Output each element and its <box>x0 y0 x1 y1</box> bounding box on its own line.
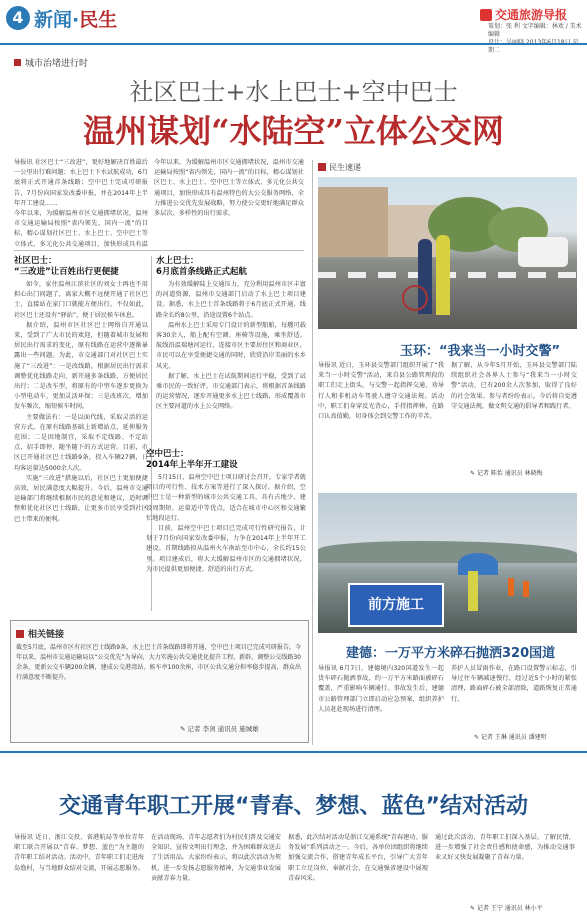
credit-text: 记者 李剑 通讯员 施城雄 <box>187 725 259 733</box>
related-links-title-text: 相关链接 <box>28 630 65 640</box>
building <box>318 187 388 257</box>
water-bus-heading: 水上巴士： <box>156 256 199 266</box>
air-para-2: 目前，温州空中巴士项目已完成可行性研究报告，计划于7月份向国家发改委申报，力争在2014年上半年开工建设。首期线路拟从温州火车南站至市中心，全长约15公里。项目建成后，将大大缓解温州市区的交通拥堵状况，为市民提供更加便捷、舒适的出行方式。 <box>146 525 306 573</box>
water-para-3: 据了解，水上巴士在试航期间运行平稳，受到了试乘市民的一致好评。市交通部门表示，将根据首条线路的运营情况，逐步开通更多水上巴士线路，形成覆盖市区主要河道的水上公交网络。 <box>156 372 306 411</box>
header-meta <box>488 23 584 55</box>
page-header <box>0 0 587 54</box>
column-label-text: 城市治堵进行时 <box>25 59 89 69</box>
air-bus-heading: 空中巴士： <box>146 449 189 459</box>
pen-icon: ✎ <box>470 470 476 477</box>
label-square-icon <box>14 59 21 66</box>
bottom-credit-text: 记者 王宁 通讯员 林小平 <box>476 905 543 912</box>
section-dot: · <box>72 9 80 31</box>
photo-road-construction <box>318 493 577 633</box>
intro-col-2 <box>154 158 304 248</box>
bottom-col-2: 在活动现场，青年志愿者们为村民们普及交通安全知识、宣传文明出行理念，并为困难群众送去了生活用品。大家纷纷表示，将以此次活动为契机，进一步发扬志愿服务精神，为交通事业发展贡献青春力量。 <box>151 834 281 882</box>
meta-line-2: 期二 <box>488 47 501 54</box>
column-label <box>14 56 88 69</box>
main-headline: 温州谋划“水陆空”立体公交网 <box>83 112 504 150</box>
construction-sign <box>348 583 444 627</box>
jiande-credit <box>474 732 547 741</box>
community-para-2: 据介绍，温州市区社区巴士网络自开通以来，受到了广大市民的欢迎，但随着城市发展和居民出行需求的变化，原有线路在运营中逐渐暴露出一些问题。为此，市交通部门对社区巴士实施了“三改进”：一是改线路，根据居民出行需求调整优化线路走向，新开通多条线路，方便居民出行；二是改车型，将原有的中型车逐步更换为小型电动车，更加灵活环保；三是改班次，增加发车频次，缩短候车时间。 <box>14 321 148 411</box>
traffic-cone <box>523 581 529 597</box>
bottom-headline: 交通青年职工开展“青春、梦想、蓝色”结对活动 <box>59 794 528 819</box>
pen-icon: ✎ <box>180 725 186 733</box>
community-bus-heading: 社区巴士： <box>14 256 57 266</box>
bicycle-wheel <box>402 285 428 311</box>
yuhuan-credit-text: 记者 陈怡 通讯员 林晓梅 <box>476 470 543 477</box>
person-reflective-vest <box>436 235 450 315</box>
photo-traffic-police <box>318 177 577 329</box>
community-para-4: 实施“三改进”措施以后，社区巴士更加便捷高效，居民满意度大幅提升。今后，温州市交通运输部门将继续根据市民的意见和建议，适时调整和优化社区巴士线路，让更多市民享受到社区巴士带来的便利。 <box>14 474 148 523</box>
bottom-col-4: 通过此次活动，青年职工们深入基层、了解民情，进一步增强了社会责任感和使命感，为推动交通事业又好又快发展凝聚了青春力量。 <box>435 834 575 862</box>
page-number: 4 <box>6 6 30 30</box>
bottom-col-3: 据悉，此次结对活动是浙江交通系统“青春建功、服务发展”系列活动之一。今后，各单位团组织将继续加强交流合作，搭建青年成长平台，引导广大青年职工立足岗位、奉献社会，在交通强省建设中展现青春风采。 <box>288 834 428 882</box>
bottom-col-1: 导报讯 近日，浙江交投、省港航局等单位青年职工联合开展以“青春、梦想、蓝色”为主题的青年职工结对活动。活动中，青年职工们走进海岛渔村，与当地群众结对交流，开展志愿服务。 <box>14 834 144 872</box>
meta-line-1: 策划：张 利 文字编辑：林欢 / 美术编辑 <box>488 23 582 38</box>
section-title <box>34 5 117 32</box>
intro-paragraph-2a: 今年以来，为缓解温州市区交通拥堵状况，温州市交通运输局按照“省内领先、国内一流”的目标，精心谋划社区巴士、水上巴士、空中巴士等立体式、多元化公共交通项目，加快形成具有温 <box>14 210 148 248</box>
section-subname: 民生 <box>79 9 118 31</box>
bottom-rule <box>0 751 587 753</box>
pen-icon: ✎ <box>474 734 480 741</box>
minsheng-label-text: 民生速递 <box>329 163 361 172</box>
water-bus-section <box>156 256 306 444</box>
worker <box>468 571 478 611</box>
community-bus-section <box>14 256 148 615</box>
hills <box>318 541 577 563</box>
section-name: 新闻 <box>34 9 73 31</box>
umbrella <box>458 553 498 575</box>
water-bus-subheading: 6月底首条线路正式起航 <box>156 267 247 277</box>
intro-col-1 <box>14 158 148 248</box>
related-links-body: 截至5月底，温州市区有社区巴士线路9条，水上巴士首条线路即将开通，空中巴士项目已完成可研报告。今年以来，温州市交通运输局以“公交优先”为导向，大力实施公共交通优化提升工程，新辟、调整公交线路30余条，更新公交车辆200余辆，建成公交港湾站、候车亭100余座，市区公共交通分担率稳步提高，群众出行满意度不断提升。 <box>16 644 301 681</box>
yuhuan-col-1: 导报讯 近日，玉环县交警部门组织开展了“我来当一小时交警”活动，来自县公路管理段的职工们走上街头，与交警一起指挥交通、劝导行人和非机动车驾驶人遵守交通法规。活动中，职工们身穿反光背心，手持指挥棒，在路口认真值勤，切身体会到交警工作的辛苦。 <box>318 362 444 421</box>
pen-icon: ✎ <box>470 905 476 912</box>
intro-paragraph-1: 导报讯 社区巴士“三改进”，更好地解决百姓最后一公里出行难问题；水上巴士下水试航成功，6月底将正式开通首条线路；空中巴士完成可研报告，7月份向国家发改委申报，并在2014年上半年开工建设…… <box>14 159 148 207</box>
label-square-icon <box>318 163 326 171</box>
jiande-credit-text: 记者 王琳 通讯员 潘建明 <box>480 734 547 741</box>
intro-paragraph-2: 今年以来，为缓解温州市区交通拥堵状况，温州市交通运输局按照“省内领先、国内一流”的目标，精心谋划社区巴士、水上巴士、空中巴士等立体式、多元化公共交通项目，加快形成具有温州特色的大公交服务网络，全力推进公交优先发展战略，努力使公交更好地满足群众多层次、多样性的出行需求。 <box>154 159 304 218</box>
air-bus-body <box>146 473 306 613</box>
photo1-caption: 玉环：“我来当一小时交警” <box>400 344 561 359</box>
jiande-col-1: 导报讯 6月7日，建德境内320国道发生一起货车碎石抛洒事故，约一万平方米路面被碎石覆盖，严重影响车辆通行。事故发生后，建德市公路管理部门立即启动应急预案，组织养护人员赶赴现场进行清理。 <box>318 665 444 713</box>
community-bus-subheading: “三改进”让百姓出行更便捷 <box>14 267 119 277</box>
air-bus-section <box>146 449 306 613</box>
car <box>518 237 568 267</box>
minsheng-label <box>318 162 361 173</box>
header-rule <box>0 43 587 45</box>
water-bus-body <box>156 280 306 444</box>
community-para-1: 如今，家住温州江滨社区的刘女士再也不用担心出门问题了，离家大概不远便开通了社区巴士，直接站在家门口就能方便出行。不仅如此，社区巴士还设有“驿站”，便于居民候车休息。 <box>14 281 148 319</box>
community-bus-body <box>14 280 148 615</box>
logo-text: 交通旅游导报 <box>495 8 568 22</box>
community-para-3: 主要做法有：一是以面代线，采取灵活的运营方式。在原有线路基础上新增站点，延伸服务范围；二是因地制宜，采取不定线路、不定站点、招手即停、随坐随下的方式运营。目前，市区已开通社区巴士线路9条，投入车辆27辆，日均客运量达5000余人次。 <box>14 413 148 472</box>
bottom-credit <box>470 903 543 912</box>
jiande-col-2: 养护人员冒雨作业，在路口设置警示标志，引导过往车辆减速慢行，经过近5个小时的紧张清理，路面碎石被全部清除，道路恢复正常通行。 <box>451 665 577 703</box>
yuhuan-col-2: 据了解，从今年5月开始，玉环县交警部门陆续组织社会各界人士参与“我来当一小时交警”活动，已有200余人次参加，取得了良好的社会效果。参与者纷纷表示，今后将自觉遵守交通法规，做文明交通的倡导者和践行者。 <box>451 362 577 410</box>
construction-sign-text: 前方施工 <box>368 597 424 613</box>
photo2-caption: 建德：一万平方米碎石抛洒320国道 <box>346 646 556 661</box>
water-para-2: 温州水上巴士采用专门设计的新型船舶，每艘可载客30余人，船上配有空调、座椅等设施，乘坐舒适。航线沿温瑞塘河运行，连接市区主要居住区和商业区，市民可以在享受便捷交通的同时，欣赏沿岸美丽的水乡风光。 <box>156 321 306 370</box>
air-bus-subheading: 2014年上半年开工建设 <box>146 460 238 470</box>
related-links-title <box>16 627 64 640</box>
air-para-1: 5月15日，温州空中巴士项目研讨会召开，专家学者就项目的可行性、技术方案等进行了深入探讨。据介绍，空中巴士是一种新型的城市公共交通工具，具有占地少、建设周期短、运量适中等优点，适合在城市中心区和交通繁忙地段运行。 <box>146 474 306 522</box>
divider <box>14 250 304 251</box>
yuhuan-credit <box>470 468 543 477</box>
newspaper-logo <box>480 6 567 23</box>
logo-icon <box>480 9 492 21</box>
title-square-icon <box>16 630 24 638</box>
column-divider-right <box>312 160 313 745</box>
kicker-title: 社区巴士+水上巴士+空中巴士 <box>129 78 458 106</box>
traffic-cone <box>508 578 514 596</box>
related-links-credit <box>180 724 259 733</box>
water-para-1: 为有效缓解陆上交通压力，充分利用温州市区丰富的河道资源，温州市交通部门启动了水上巴士项目建设。据悉，水上巴士首条线路将于6月底正式开通，线路全长约8公里，沿途设置6个站点。 <box>156 281 306 319</box>
